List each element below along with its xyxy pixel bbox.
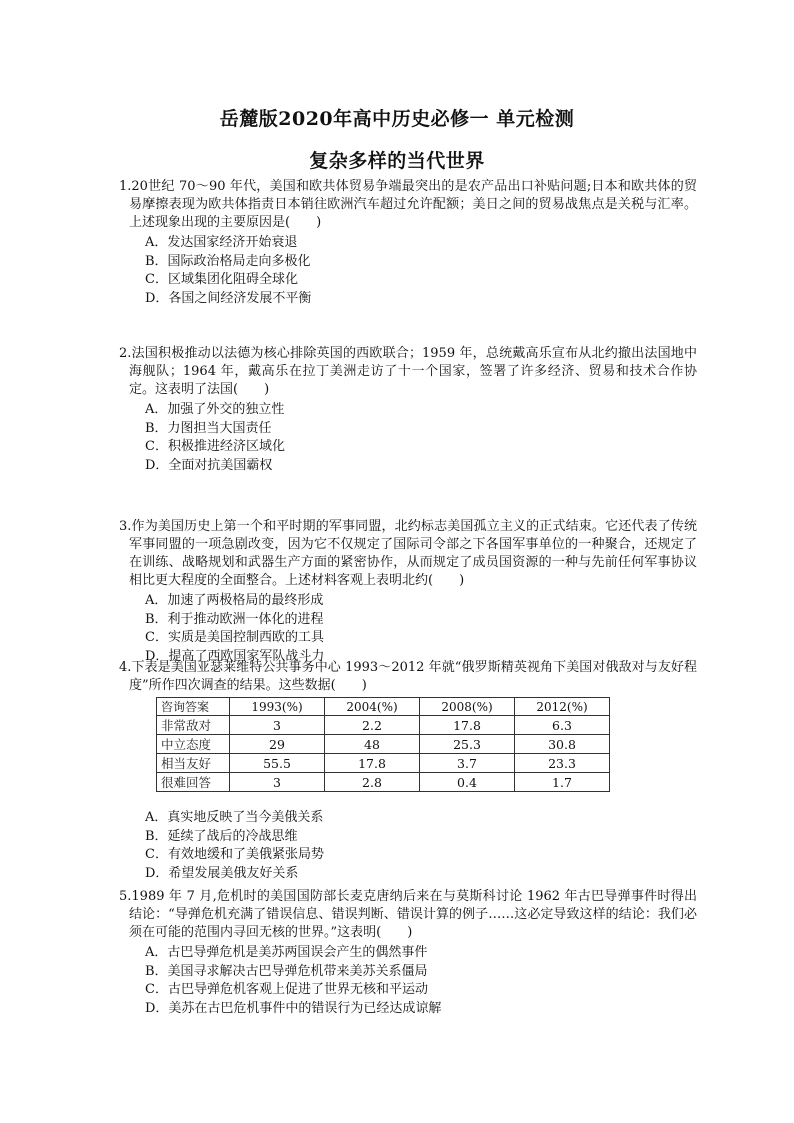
page-title: 岳麓版2020年高中历史必修一 单元检测 (219, 108, 575, 130)
question-1 (119, 178, 697, 308)
table-header-cell: 2008(%) (420, 698, 515, 716)
table-row (157, 735, 610, 754)
option-list (119, 809, 697, 883)
option-d: D．美苏在古巴危机事件中的错误行为已经达成谅解 (145, 1000, 442, 1016)
option-d: D．全面对抗美国霸权 (145, 457, 273, 473)
option-b: B．美国寻求解决古巴导弹危机带来美苏关系僵局 (145, 963, 428, 979)
survey-table (156, 697, 610, 792)
question-stem: 4.下表是美国亚瑟莱维特公共事务中心 1993～2012 年就“俄罗斯精英视角下美国对俄敌对与友好程度”所作四次调查的结果。这些数据( ) (119, 660, 697, 693)
table-cell: 17.8 (420, 716, 515, 735)
option-c: C．积极推进经济区域化 (145, 439, 285, 454)
option-c: C．有效地缓和了美俄紧张局势 (145, 847, 324, 862)
option-b: B．力图担当大国责任 (145, 420, 272, 436)
option-d: D．提高了西欧国家军队战斗力 (145, 648, 325, 664)
question-stem: 1.20世纪 70～90 年代，美国和欧共体贸易争端最突出的是农产品出口补贴问题;日本和欧共体的贸易摩擦表现为欧共体指责日本销往欧洲汽车超过允许配额；美日之间的贸易战焦点是关税与汇率。上述现象出现的主要原因是( ) (119, 179, 697, 230)
option-a: A．加强了外交的独立性 (145, 402, 285, 417)
option-list (119, 592, 697, 666)
option-b: B．延续了战后的冷战思维 (145, 828, 298, 844)
table-cell: 中立态度 (157, 735, 230, 754)
table-cell: 29 (230, 735, 325, 754)
table-cell: 55.5 (230, 754, 325, 773)
table-header-cell: 咨询答案 (157, 698, 230, 716)
table-cell: 3 (230, 773, 325, 792)
question-stem: 5.1989 年 7 月,危机时的美国国防部长麦克唐纳后来在与莫斯科讨论 1962 年古巴导弹事件时得出结论：“导弹危机充满了错误信息、错误判断、错误计算的例子……这必定导致这样的结论：我们必须在可能的范围内寻回无核的世界。”这表明( ) (119, 889, 697, 940)
table-cell: 23.3 (515, 754, 610, 773)
table-header-row (157, 698, 610, 716)
table-header-cell: 1993(%) (230, 698, 325, 716)
table-cell: 30.8 (515, 735, 610, 754)
table-cell: 25.3 (420, 735, 515, 754)
table-cell: 2.8 (325, 773, 420, 792)
option-a: A．发达国家经济开始衰退 (145, 235, 298, 250)
question-5 (119, 888, 697, 1018)
question-stem: 2.法国积极推动以法德为核心排除英国的西欧联合；1959 年，总统戴高乐宣布从北约撤出法国地中海舰队；1964 年，戴高乐在拉丁美洲走访了十一个国家，签署了许多经济、贸易和技术合作协定。这表明了法国( ) (119, 346, 697, 397)
table-cell: 2.2 (325, 716, 420, 735)
option-d: D．希望发展美俄友好关系 (145, 865, 299, 881)
table-cell: 6.3 (515, 716, 610, 735)
question-2 (119, 345, 697, 475)
question-3 (119, 518, 697, 666)
option-d: D．各国之间经济发展不平衡 (145, 290, 312, 306)
question-stem: 3.作为美国历史上第一个和平时期的军事同盟，北约标志美国孤立主义的正式结束。它还代表了传统军事同盟的一项急剧改变，因为它不仅规定了国际司令部之下各国军事单位的一种聚合，还规定了在训练、战略规划和武器生产方面的紧密协作，从而规定了成员国资源的一种与先前任何军事协议相比更大程度的全面整合。上述材料客观上表明北约( ) (119, 519, 697, 588)
option-a: A．真实地反映了当今美俄关系 (145, 810, 324, 825)
table-cell: 3 (230, 716, 325, 735)
table-row (157, 773, 610, 792)
table-header-cell: 2012(%) (515, 698, 610, 716)
option-c: C．古巴导弹危机客观上促进了世界无核和平运动 (145, 982, 428, 997)
table-cell: 很难回答 (157, 773, 230, 792)
option-b: B．国际政治格局走向多极化 (145, 253, 311, 269)
table-cell: 17.8 (325, 754, 420, 773)
table-row (157, 716, 610, 735)
option-list (119, 401, 697, 475)
table-cell: 1.7 (515, 773, 610, 792)
table-cell: 48 (325, 735, 420, 754)
option-c: C．实质是美国控制西欧的工具 (145, 630, 324, 645)
option-list (119, 234, 697, 308)
option-a: A．加速了两极格局的最终形成 (145, 593, 324, 608)
table-header-cell: 2004(%) (325, 698, 420, 716)
table-row (157, 754, 610, 773)
option-b: B．利于推动欧洲一体化的进程 (145, 611, 324, 627)
table-cell: 相当友好 (157, 754, 230, 773)
page-subtitle: 复杂多样的当代世界 (309, 150, 485, 172)
table-cell: 3.7 (420, 754, 515, 773)
option-c: C．区域集团化阻碍全球化 (145, 272, 298, 287)
option-list (119, 944, 697, 1018)
table-cell: 非常敌对 (157, 716, 230, 735)
option-a: A．古巴导弹危机是美苏两国误会产生的偶然事件 (145, 945, 428, 960)
table-cell: 0.4 (420, 773, 515, 792)
